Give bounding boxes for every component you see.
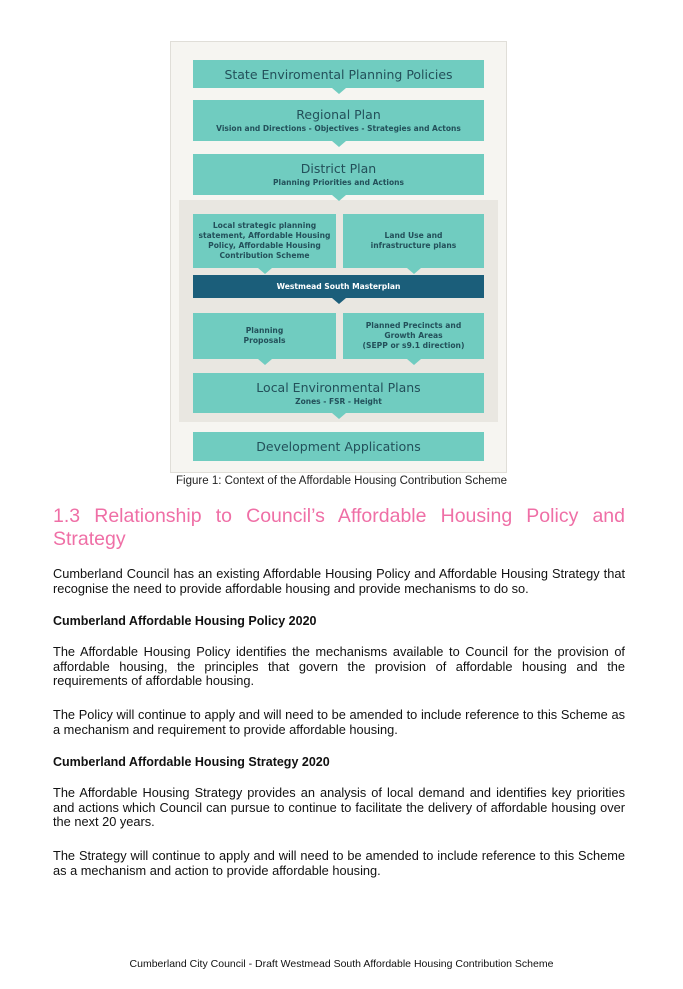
strategy-subheading: Cumberland Affordable Housing Strategy 2020 xyxy=(53,755,330,769)
local-statement-box xyxy=(193,214,336,268)
local-statement-line: Contribution Scheme xyxy=(219,251,310,260)
intro-paragraph: Cumberland Council has an existing Affordable Housing Policy and Affordable Housing Strategy that recognise the need to provide affordable housing and provide mechanisms to do so. xyxy=(53,566,625,596)
district-plan-box xyxy=(193,154,484,195)
planned-precincts-line: Growth Areas xyxy=(384,331,443,340)
strategy-paragraph-1: The Affordable Housing Strategy provides an analysis of local demand and identifies key priorities and actions which Council can pursue to continue to facilitate the delivery of affordable housing over the next 20 years. xyxy=(53,785,625,829)
page-footer: Cumberland City Council - Draft Westmead South Affordable Housing Contribution Scheme xyxy=(129,958,554,970)
local-env-plans-box xyxy=(193,373,484,413)
land-use-line: infrastructure plans xyxy=(370,241,457,250)
figure-caption: Figure 1: Context of the Affordable Housing Contribution Scheme xyxy=(176,475,507,487)
policy-paragraph-2: The Policy will continue to apply and will need to be amended to include reference to this Scheme as a mechanism and requirement to provide affordable housing. xyxy=(53,707,625,737)
land-use-box xyxy=(343,214,484,268)
masterplan-title: Westmead South Masterplan xyxy=(276,282,401,291)
regional-plan-title: Regional Plan xyxy=(296,107,381,122)
planning-proposals-line: Proposals xyxy=(243,336,286,345)
district-plan-title: District Plan xyxy=(300,161,377,176)
planning-context-figure xyxy=(170,41,507,473)
regional-plan-box xyxy=(193,100,484,141)
policy-paragraph-1: The Affordable Housing Policy identifies the mechanisms available to Council for the provision of affordable housing, the principles that govern the provision of affordable housing and the requirements of affordable housing. xyxy=(53,644,625,688)
land-use-line: Land Use and xyxy=(384,231,443,240)
local-env-plans-title: Local Environmental Plans xyxy=(256,379,421,395)
planning-proposals-line: Planning xyxy=(245,326,284,335)
local-env-plans-subtitle: Zones - FSR - Height xyxy=(295,396,382,406)
local-statement-line: Local strategic planning xyxy=(212,221,317,230)
local-statement-line: statement, Affordable Housing xyxy=(198,231,331,240)
section-heading: 1.3 Relationship to Council’s Affordable Housing Policy and Strategy xyxy=(53,505,625,550)
state-policies-box xyxy=(193,60,484,88)
strategy-paragraph-2: The Strategy will continue to apply and will need to be amended to include reference to this Scheme as a mechanism and action to provide affordable housing. xyxy=(53,848,625,878)
planned-precincts-box xyxy=(343,313,484,359)
dev-applications-box xyxy=(193,432,484,461)
masterplan-band xyxy=(193,275,484,298)
local-statement-line: Policy, Affordable Housing xyxy=(208,241,321,250)
policy-subheading: Cumberland Affordable Housing Policy 2020 xyxy=(53,614,317,628)
planned-precincts-line: Planned Precincts and xyxy=(365,321,462,330)
state-policies-title: State Enviromental Planning Policies xyxy=(224,66,453,82)
planning-proposals-box xyxy=(193,313,336,359)
district-plan-subtitle: Planning Priorities and Actions xyxy=(273,178,404,187)
regional-plan-subtitle: Vision and Directions - Objectives - Strategies and Actons xyxy=(216,124,461,133)
planned-precincts-line: (SEPP or s9.1 direction) xyxy=(362,341,465,350)
dev-applications-title: Development Applications xyxy=(256,439,421,454)
